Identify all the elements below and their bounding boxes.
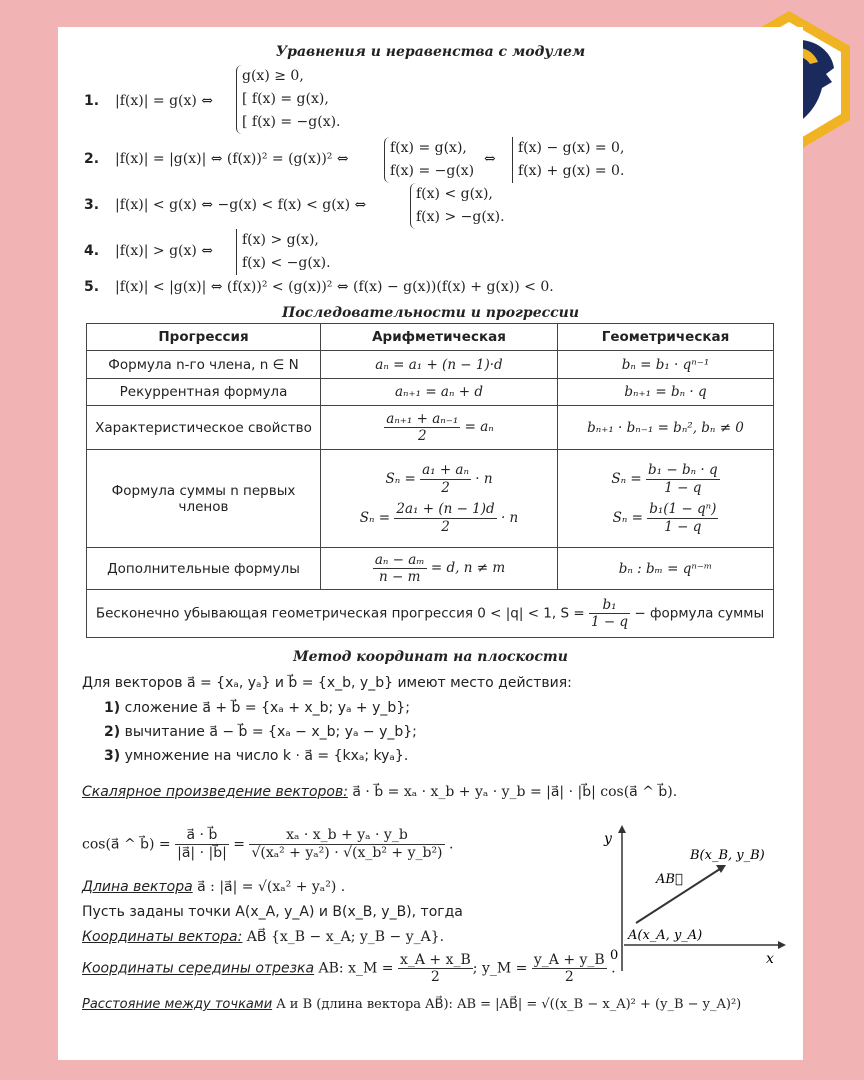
header-cell: Арифметическая — [321, 324, 558, 351]
table-row — [87, 590, 774, 638]
progressions-table — [86, 323, 774, 638]
arith-cell: Sₙ = $\frac{\text{a₁ + aₙ}}{2}$ · n Sₙ = $\frac{\text{2a₁ + (n − 1)d}}{2}$ · n — [321, 450, 558, 548]
header-cell: Прогрессия — [87, 324, 321, 351]
scalar-product-line: Скалярное произведение векторов: a⃗ · b⃗ = xₐ · x_b + yₐ · y_b = |a⃗| · |b⃗| cos(a⃗ ^ b⃗). — [82, 784, 678, 800]
table-row — [87, 351, 774, 379]
section-title-coordinates: Метод координат на плоскости — [293, 649, 568, 665]
table-row — [87, 406, 774, 450]
y-axis-arrow — [618, 825, 626, 833]
op-addition: 1) сложение a⃗ + b⃗ = {xₐ + x_b; yₐ + y_b}; — [104, 700, 410, 716]
distance-line: Расстояние между точками A и B (длина вектора AB⃗): AB = |AB⃗| = √((x_B − x_A)² + (y_B − y_A)²) — [82, 997, 742, 1012]
row-label: Дополнительные формулы — [87, 548, 321, 590]
geom-cell: bₙ : bₘ = qⁿ⁻ᵐ — [558, 548, 774, 590]
vectors-intro: Для векторов a⃗ = {xₐ, yₐ} и b⃗ = {x_b, y_b} имеют место действия: — [82, 675, 572, 691]
equation-4: |f(x)| > g(x) ⇔ — [115, 243, 214, 259]
fraction: $\frac{\text{aₙ₊₁ + aₙ₋₁}}{2}$ — [386, 411, 459, 444]
system-3: f(x) < g(x), f(x) > −g(x). — [410, 183, 505, 229]
equivalence-sign: ⇔ — [484, 151, 496, 167]
row-label: Характеристическое свойство — [87, 406, 321, 450]
coordinate-graph — [598, 823, 788, 973]
system-2a: f(x) = g(x), f(x) = −g(x) — [384, 137, 474, 183]
section-title-modulus: Уравнения и неравенства с модулем — [275, 44, 586, 60]
origin-label: 0 — [610, 948, 619, 963]
arith-cell: aₙ = a₁ + (n − 1)·d — [321, 351, 558, 379]
section-title-progressions: Последовательности и прогрессии — [281, 305, 580, 321]
row-label: Формула n-го члена, n ∈ N — [87, 351, 321, 379]
op-multiplication: 3) умножение на число k · a⃗ = {kxₐ; kyₐ}. — [104, 748, 409, 764]
vector-label: AB⃗ — [656, 872, 683, 887]
point-b-label: B(x_B, y_B) — [690, 848, 765, 863]
vector-length-line: Длина вектора a⃗ : |a⃗| = √(xₐ² + yₐ²) . — [82, 879, 346, 895]
points-text: Пусть заданы точки A(x_A, y_A) и B(x_B, y_B), тогда — [82, 904, 463, 920]
row-label: Рекуррентная формула — [87, 379, 321, 406]
midpoint-line: Координаты середины отрезка AB: x_M = $\frac{x\_A + x\_B}{2}$ ; y_M = $\frac{y\_A + y\_B}{2}$ . — [82, 952, 616, 985]
cosine-formula: cos(a⃗ ^ b⃗) = $\frac{a⃗ \cdot b⃗}{|a⃗| \cdot |b⃗|}$ = $\frac{\text{xₐ · x\_b + yₐ · y\_b}}{\text{√(xₐ² + yₐ²) · √(x\_b² + y\_b²)}}$ . — [82, 827, 454, 861]
table-row — [87, 379, 774, 406]
header-cell: Геометрическая — [558, 324, 774, 351]
equation-2: |f(x)| = |g(x)| ⇔ (f(x))² = (g(x))² ⇔ — [115, 151, 349, 167]
row-label: Формула суммы n первых членов — [87, 450, 321, 548]
geom-cell: bₙ₊₁ = bₙ · q — [558, 379, 774, 406]
table-row — [87, 450, 774, 548]
equation-1: |f(x)| = g(x) ⇔ — [115, 93, 214, 109]
geom-cell: bₙ₊₁ · bₙ₋₁ = bₙ², bₙ ≠ 0 — [558, 406, 774, 450]
x-axis-label: x — [766, 951, 774, 967]
arith-cell: aₙ₊₁ = aₙ + d — [321, 379, 558, 406]
geom-cell: Sₙ = $\frac{\text{b₁ − bₙ · q}}{1 - q}$ Sₙ = $\frac{\text{b₁(1 − qⁿ)}}{1 - q}$ — [558, 450, 774, 548]
formula-sheet — [58, 27, 803, 1060]
geom-cell: bₙ = b₁ · qⁿ⁻¹ — [558, 351, 774, 379]
system-1: g(x) ≥ 0, [ f(x) = g(x), [ f(x) = −g(x). — [236, 65, 341, 134]
infinite-progression-row: Бесконечно убывающая геометрическая прогрессия 0 < |q| < 1, S = $\frac{\text{b₁}}{1 - q}$ − формула суммы — [87, 590, 774, 638]
system-2b: f(x) − g(x) = 0, f(x) + g(x) = 0. — [512, 137, 624, 183]
y-axis-label: y — [604, 831, 612, 847]
op-subtraction: 2) вычитание a⃗ − b⃗ = {xₐ − x_b; yₐ − y_b}; — [104, 724, 417, 740]
vector-ab-arrow — [716, 865, 726, 873]
table-row — [87, 548, 774, 590]
row-number: 5. — [84, 279, 100, 295]
system-4: f(x) > g(x), f(x) < −g(x). — [236, 229, 331, 275]
vector-coordinates-line: Координаты вектора: AB⃗ {x_B − x_A; y_B − y_A}. — [82, 929, 445, 945]
row-number: 3. — [84, 197, 100, 213]
arith-cell: $\frac{\text{aₙ − aₘ}}{n - m}$ = d, n ≠ m — [321, 548, 558, 590]
row-number: 2. — [84, 151, 100, 167]
equation-3: |f(x)| < g(x) ⇔ −g(x) < f(x) < g(x) ⇔ — [115, 197, 367, 213]
x-axis-arrow — [778, 941, 786, 949]
table-header-row — [87, 324, 774, 351]
equation-5: |f(x)| < |g(x)| ⇔ (f(x))² < (g(x))² ⇔ (f(x) − g(x))(f(x) + g(x)) < 0. — [115, 279, 554, 295]
row-number: 1. — [84, 93, 100, 109]
arith-cell: $\frac{\text{aₙ₊₁ + aₙ₋₁}}{2}$ = aₙ — [321, 406, 558, 450]
row-number: 4. — [84, 243, 100, 259]
point-a-label: A(x_A, y_A) — [628, 928, 703, 943]
